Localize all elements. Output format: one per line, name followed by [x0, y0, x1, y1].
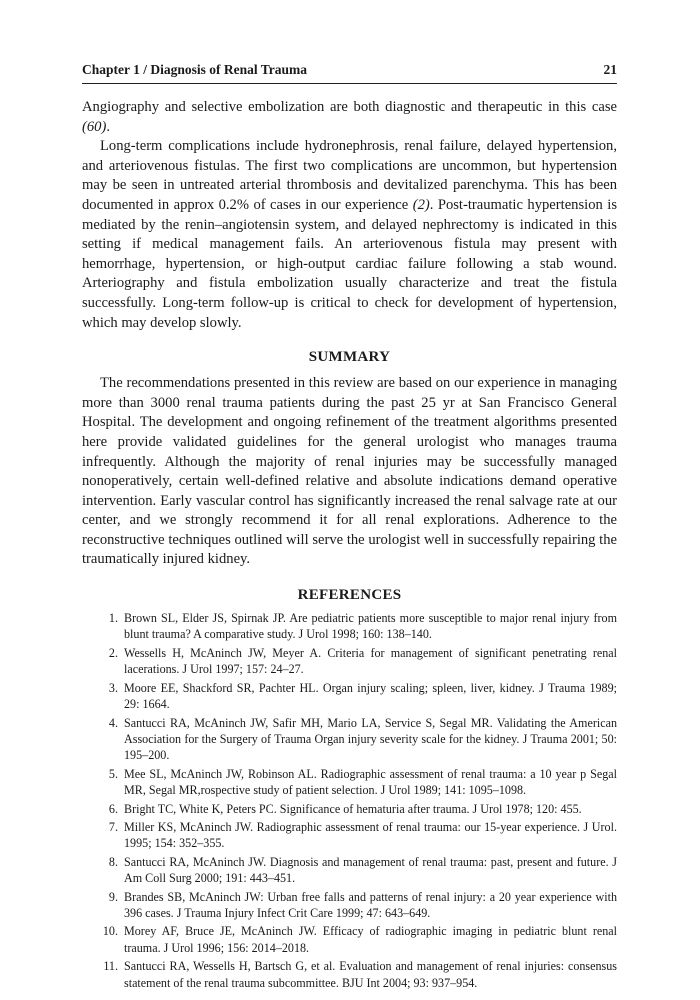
citation: (2) [412, 196, 430, 213]
reference-text: Brown SL, Elder JS, Spirnak JP. Are pediatric patients more susceptible to major renal injury from blunt trauma? A comparative study. J Urol 1998; 160: 138–140. [124, 611, 617, 642]
reference-item [82, 801, 617, 817]
reference-item [82, 889, 617, 922]
reference-item [82, 680, 617, 713]
reference-number: 2. [108, 645, 118, 660]
summary-paragraph: The recommendations presented in this review are based on our experience in managing more than 3000 renal trauma patients during the past 25 yr at San Francisco General Hospital. The development and ongoing refinement of the treatment algorithms presented here provide validated guidelines for the general urologist who manages trauma infrequently. Although the majority of renal injuries may be successfully managed nonoperatively, certain well-defined relative and absolute indications demand operative intervention. Early vascular control has significantly increased the renal salvage rate at our center, and we strongly recommend it for all renal explorations. Adherence to the reconstructive techniques outlined will serve the urologist well in successfully repairing the traumatically injured kidney. [82, 375, 617, 568]
reference-number: 9. [108, 889, 118, 904]
reference-text: Bright TC, White K, Peters PC. Significance of hematuria after trauma. J Urol 1978; 120: 455. [124, 801, 582, 816]
page-number: 21 [603, 62, 617, 77]
reference-number: 5. [108, 766, 118, 781]
reference-text: Mee SL, McAninch JW, Robinson AL. Radiographic assessment of renal trauma: a 10 year p Segal MR, Segal MR,rospective study of patient selection. J Urol 1989; 141: 1095–1098. [124, 766, 617, 798]
body-paragraph-2 [82, 137, 617, 333]
body-paragraph-1 [82, 98, 617, 137]
reference-text: Morey AF, Bruce JE, McAninch JW. Efficacy of radiographic imaging in pediatric blunt renal trauma. J Urol 1996; 156: 2014–2018. [124, 924, 617, 955]
reference-text: Miller KS, McAninch JW. Radiographic assessment of renal trauma: our 15-year experience. J Urol. 1995; 154: 352–355. [124, 819, 617, 851]
reference-number: 4. [108, 715, 118, 730]
reference-number: 3. [108, 680, 118, 695]
paragraph-text-end: . Post-traumatic hypertension is mediated by the renin–angiotensin system, and delayed nephrectomy is indicated in this setting if medical management fails. An arteriovenous fistula may present with hemorrhage, hypertension, or high-output cardiac failure following a stab wound. Arteriography and fistula embolization usually characterize and treat the fistula successfully. Long-term follow-up is critical to check for development of hypertension, which may develop slowly. [82, 196, 617, 331]
reference-text: Santucci RA, McAninch JW. Diagnosis and management of renal trauma: past, present and future. J Am Coll Surg 2000; 191: 443–451. [124, 854, 617, 886]
running-head [82, 62, 617, 84]
reference-item [82, 766, 617, 799]
reference-item [82, 819, 617, 852]
reference-text: Moore EE, Shackford SR, Pachter HL. Organ injury scaling; spleen, liver, kidney. J Trauma 1989; 29: 1664. [124, 680, 617, 712]
paragraph-text: Long-term complications include hydronephrosis, renal failure, delayed hypertension, and arteriovenous fistulas. The first two complications are uncommon, but hypertension may be seen in untreated arterial thrombosis and devitalized parenchyma. This has been documented in approx 0.2% of cases in our experience [82, 138, 617, 213]
reference-text: Brandes SB, McAninch JW: Urban free falls and patterns of renal injury: a 20 year experience with 396 cases. J Trauma Injury Infect Crit Care 1999; 47: 643–649. [124, 889, 617, 920]
reference-item [82, 958, 617, 991]
summary-heading: SUMMARY [308, 349, 391, 366]
paragraph-text-end: . [106, 118, 110, 135]
reference-text: Santucci RA, McAninch JW, Safir MH, Mario LA, Service S, Segal MR. Validating the American Association for the Surgery of Trauma Organ injury severity scale for the kidney. J Trauma 2001; 50: 195–200. [124, 715, 617, 763]
reference-item [82, 854, 617, 887]
paragraph-text: Angiography and selective embolization are both diagnostic and therapeutic in this case [82, 99, 617, 115]
reference-list [82, 610, 617, 991]
reference-number: 7. [108, 819, 118, 834]
reference-item [82, 610, 617, 643]
reference-number: 8. [108, 854, 118, 869]
page [82, 62, 617, 993]
citation: (60) [82, 118, 107, 135]
chapter-title: Chapter 1 / Diagnosis of Renal Trauma [82, 62, 308, 77]
references-heading: REFERENCES [297, 587, 402, 604]
reference-text: Wessells H, McAninch JW, Meyer A. Criteria for management of significant penetrating renal lacerations. J Urol 1997; 157: 24–27. [124, 645, 617, 677]
reference-item [82, 923, 617, 956]
reference-number: 1. [108, 611, 118, 626]
reference-item [82, 715, 617, 764]
reference-number: 11. [103, 959, 118, 974]
reference-number: 6. [108, 801, 118, 816]
reference-number: 10. [102, 924, 118, 939]
reference-item [82, 645, 617, 678]
reference-text: Santucci RA, Wessells H, Bartsch G, et al. Evaluation and management of renal injuries: consensus statement of the renal trauma subcommittee. BJU Int 2004; 93: 937–954. [124, 959, 617, 990]
